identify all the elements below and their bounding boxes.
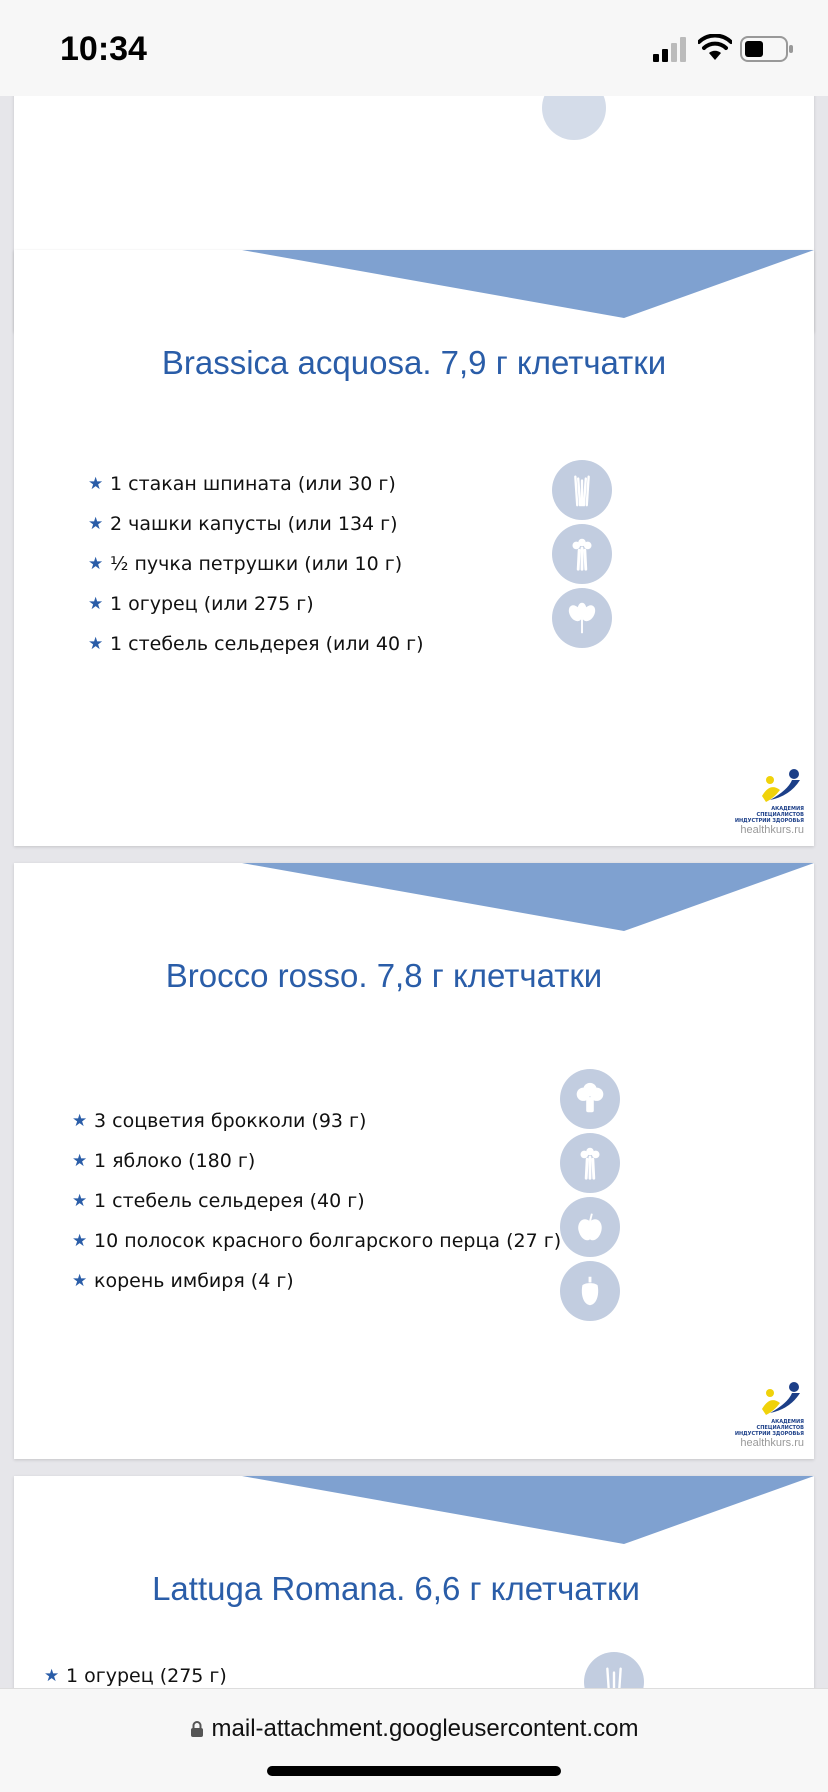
food-icons xyxy=(584,1652,644,1688)
slide-title: Brassica acquosa. 7,9 г клетчатки xyxy=(161,344,667,381)
ingredient-list xyxy=(44,1656,227,1688)
logo-figure-icon xyxy=(760,768,804,806)
star-bullet-icon: ★ xyxy=(88,594,104,614)
celery-icon xyxy=(552,524,612,584)
star-bullet-icon: ★ xyxy=(72,1271,88,1291)
star-bullet-icon: ★ xyxy=(72,1111,88,1131)
list-item: ★ 1 стакан шпината (или 30 г) xyxy=(88,464,424,504)
slide-banner xyxy=(14,863,814,933)
slide-banner xyxy=(14,1476,814,1546)
company-logo xyxy=(724,1381,804,1449)
spinach-icon xyxy=(552,588,612,648)
slide-banner xyxy=(14,250,814,320)
logo-figure-icon xyxy=(760,1381,804,1419)
leek-icon xyxy=(584,1652,644,1688)
star-bullet-icon: ★ xyxy=(88,634,104,654)
ingredient-list xyxy=(72,1101,561,1301)
list-item: ★ 3 соцветия брокколи (93 г) xyxy=(72,1101,561,1141)
list-item: ★ 1 огурец (или 275 г) xyxy=(88,584,424,624)
list-item: ★ 1 стебель сельдерея (или 40 г) xyxy=(88,624,424,664)
broccoli-icon xyxy=(560,1069,620,1129)
url-text: mail-attachment.googleusercontent.com xyxy=(211,1715,639,1742)
slide-brassica xyxy=(14,250,814,846)
list-item: ★ 1 огурец (275 г) xyxy=(44,1656,227,1688)
list-item: ★ 10 полосок красного болгарского перца (27 г) xyxy=(72,1221,561,1261)
status-time: 10:34 xyxy=(60,30,147,68)
slide-title: Lattuga Romana. 6,6 г клетчатки xyxy=(152,1570,640,1607)
pepper-icon xyxy=(560,1261,620,1321)
cellular-signal-icon xyxy=(653,36,689,64)
list-item: ★ 1 стебель сельдерея (40 г) xyxy=(72,1181,561,1221)
star-bullet-icon: ★ xyxy=(88,474,104,494)
list-item: ★ 1 яблоко (180 г) xyxy=(72,1141,561,1181)
celery-icon xyxy=(560,1133,620,1193)
star-bullet-icon: ★ xyxy=(72,1151,88,1171)
logo-url: healthkurs.ru xyxy=(740,1437,804,1449)
star-bullet-icon: ★ xyxy=(72,1191,88,1211)
slide-title: Brocco rosso. 7,8 г клетчатки xyxy=(165,957,603,994)
address-bar[interactable] xyxy=(0,1688,828,1792)
slide-brocco xyxy=(14,863,814,1459)
star-bullet-icon: ★ xyxy=(88,554,104,574)
food-icons xyxy=(560,1069,620,1325)
url-field[interactable] xyxy=(0,1715,828,1743)
apple-icon xyxy=(560,1197,620,1257)
list-item: ★ 2 чашки капусты (или 134 г) xyxy=(88,504,424,544)
slide-lattuga xyxy=(14,1476,814,1688)
wifi-icon xyxy=(698,34,732,62)
food-icons xyxy=(552,460,612,652)
lock-icon xyxy=(190,1721,204,1737)
star-bullet-icon: ★ xyxy=(44,1666,60,1686)
list-item: ★ ½ пучка петрушки (или 10 г) xyxy=(88,544,424,584)
home-indicator[interactable] xyxy=(267,1766,561,1776)
logo-url: healthkurs.ru xyxy=(740,824,804,836)
logo-org-text: АКАДЕМИЯ СПЕЦИАЛИСТОВ ИНДУСТРИИ ЗДОРОВЬЯ xyxy=(734,806,804,824)
ingredient-list xyxy=(88,464,424,664)
leek-icon xyxy=(552,460,612,520)
list-item: ★ корень имбиря (4 г) xyxy=(72,1261,561,1301)
company-logo xyxy=(724,768,804,836)
status-bar xyxy=(0,0,828,96)
star-bullet-icon: ★ xyxy=(88,514,104,534)
star-bullet-icon: ★ xyxy=(72,1231,88,1251)
food-icon xyxy=(542,96,606,140)
presentation-viewer[interactable] xyxy=(0,96,828,1688)
battery-icon xyxy=(740,36,794,62)
logo-org-text: АКАДЕМИЯ СПЕЦИАЛИСТОВ ИНДУСТРИИ ЗДОРОВЬЯ xyxy=(734,1419,804,1437)
